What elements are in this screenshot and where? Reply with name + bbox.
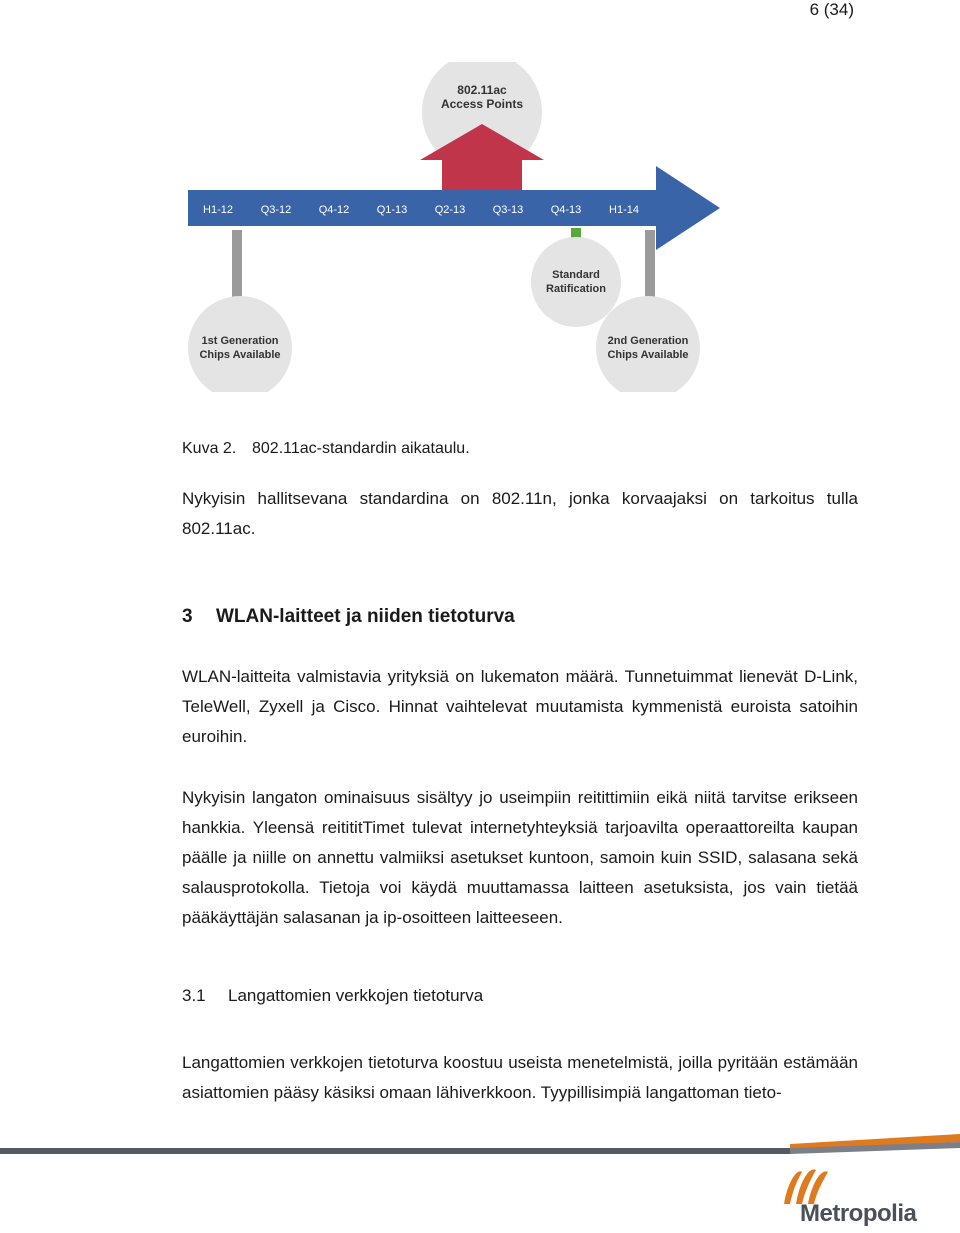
timeline-label: Q3-12: [260, 204, 292, 216]
bubble-ratification-line1: Standard: [552, 269, 600, 281]
section-3-number: 3: [182, 606, 193, 627]
bubble-ratification-line2: Ratification: [546, 283, 606, 295]
section-3-1-number: 3.1: [182, 986, 206, 1005]
timeline-label: H1-14: [609, 204, 639, 216]
timeline-arrowhead: [656, 166, 720, 250]
paragraph-4: Langattomien verkkojen tietoturva koostuu useista menetelmistä, joilla pyritään estämään asiattomien pääsy käsiksi omaan lähiverkkoon. Tyypillisimpiä langattoman tieto-: [182, 1053, 858, 1102]
figure-caption: [182, 440, 470, 458]
timeline-label: Q1-13: [376, 204, 408, 216]
bubble-first-gen-line1: 1st Generation: [201, 335, 279, 347]
bubble-access-points-line1: 802.11ac: [457, 83, 507, 97]
timeline-figure: [180, 62, 720, 392]
section-3-heading: [182, 606, 515, 628]
timeline-label: Q4-13: [550, 204, 582, 216]
section-3-1-title: Langattomien verkkojen tietoturva: [228, 986, 484, 1005]
bubble-second-gen-line2: Chips Available: [607, 349, 689, 361]
paragraph-3: Nykyisin langaton ominaisuus sisältyy jo useimpiin reitittimiin eikä niitä tarvitse erikseen hankkia. Yleensä reitititTimet tulevat internetyhteyksiä tarjoavilta operaattoreilta kaupan päälle ja niille on annettu valmiiksi asetukset kuntoon, samoin kuin SSID, salasana sekä salausprotokolla. Tietoja voi käydä muuttamassa laitteen asetuksista, jos vain tietää pääkäyttäjän salasanan ja ip-osoitteen laitteeseen.: [182, 788, 858, 927]
bubble-second-gen-line1: 2nd Generation: [607, 335, 689, 347]
metropolia-logo-text: Metropolia: [800, 1200, 917, 1227]
bubble-ratification: [531, 237, 621, 327]
caption-text: 802.11ac-standardin aikataulu.: [252, 440, 470, 457]
bubble-first-gen-line2: Chips Available: [199, 349, 281, 361]
page-number: 6 (34): [809, 0, 854, 19]
timeline-label: H1-12: [203, 204, 233, 216]
timeline-label: Q2-13: [434, 204, 466, 216]
timeline-label: Q4-12: [318, 204, 350, 216]
caption-number: Kuva 2.: [182, 440, 237, 457]
section-3-title: WLAN-laitteet ja niiden tietoturva: [216, 606, 515, 627]
timeline-bar: [188, 190, 656, 226]
paragraph-2: WLAN-laitteita valmistavia yrityksiä on lukematon määrä. Tunnetuimmat lienevät D-Link, TeleWell, Zyxell ja Cisco. Hinnat vaihtelevat muutamista kymmenistä euroista satoihin euroihin.: [182, 667, 858, 746]
bubble-access-points-line2: Access Points: [440, 97, 524, 111]
section-3-1-heading: [182, 986, 483, 1006]
timeline-label: Q3-13: [492, 204, 524, 216]
paragraph-1: Nykyisin hallitsevana standardina on 802.11n, jonka korvaajaksi on tarkoitus tulla 802.11ac.: [182, 489, 858, 538]
